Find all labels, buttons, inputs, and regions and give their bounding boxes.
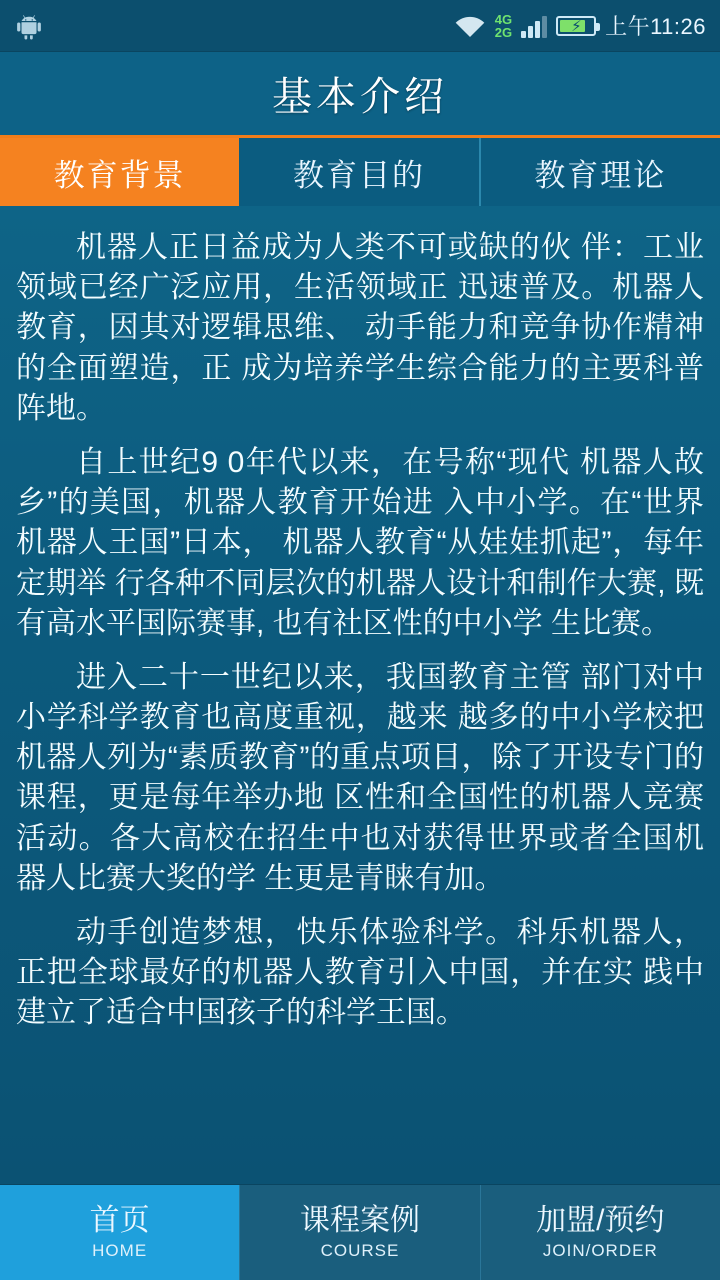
- nav-item-course[interactable]: [240, 1185, 480, 1280]
- article-content[interactable]: [0, 206, 720, 1184]
- bottom-navigation: [0, 1184, 720, 1280]
- app-header: [0, 52, 720, 138]
- network-4g-label: 4G: [494, 11, 513, 27]
- tab-education-theory[interactable]: 教育理论: [534, 157, 667, 193]
- nav-item-home-label-cn: 首页: [89, 1204, 150, 1237]
- article-paragraph: 机器人正日益成为人类不可或缺的伙 伴：工业领域已经广泛应用，生活领域正 迅速普及。机器人教育，因其对逻辑思维、 动手能力和竞争协作精神的全面塑造，正 成为培养学生综合能力的主要科普阵地。: [16, 231, 704, 425]
- status-bar: [0, 0, 720, 52]
- tab-bar: [0, 138, 720, 206]
- battery-charging-icon: ⚡: [556, 16, 596, 36]
- status-bar-right: [454, 10, 706, 41]
- nav-item-join-order-label-en: JOIN/ORDER: [542, 1241, 658, 1260]
- tab-education-purpose[interactable]: 教育目的: [239, 138, 480, 206]
- nav-item-join-order[interactable]: [481, 1185, 720, 1280]
- nav-item-home-label-en: HOME: [92, 1241, 148, 1260]
- network-2g-label: 2G: [494, 24, 513, 40]
- page-title: 基本介绍: [272, 75, 448, 119]
- network-type-label: [495, 13, 512, 39]
- nav-item-home[interactable]: [0, 1185, 240, 1280]
- article-paragraph: 进入二十一世纪以来，我国教育主管 部门对中小学科学教育也高度重视，越来 越多的中小学校把机器人列为“素质教育”的重点项目，除了开设专门的课程，更是每年举办地 区性和全国性的机器人竞赛活动。各大高校在招生中也对获得世界或者全国机器人比赛大奖的学 生更是青睐有加。: [16, 660, 704, 895]
- nav-item-course-label-cn: 课程案例: [299, 1204, 420, 1237]
- nav-item-join-order-label-cn: 加盟/预约: [536, 1204, 665, 1237]
- wifi-icon: [454, 13, 486, 39]
- article-paragraph: 自上世纪9 0年代以来，在号称“现代 机器人故乡”的美国，机器人教育开始进 入中小学。在“世界机器人王国”日本， 机器人教育“从娃娃抓起”，每年定期举 行各种不同层次的机器人设计和制作大赛, 既有高水平国际赛事, 也有社区性的中小学 生比赛。: [16, 445, 704, 640]
- status-bar-clock: 上午11:26: [605, 14, 706, 39]
- tab-education-background[interactable]: 教育背景: [0, 138, 239, 206]
- signal-bars-icon: [521, 14, 547, 38]
- status-bar-left: [14, 11, 454, 41]
- android-robot-icon: [14, 11, 44, 41]
- nav-item-course-label-en: COURSE: [320, 1241, 400, 1260]
- article-paragraph: 动手创造梦想，快乐体验科学。科乐机器人，正把全球最好的机器人教育引入中国，并在实 践中建立了适合中国孩子的科学王国。: [16, 916, 704, 1030]
